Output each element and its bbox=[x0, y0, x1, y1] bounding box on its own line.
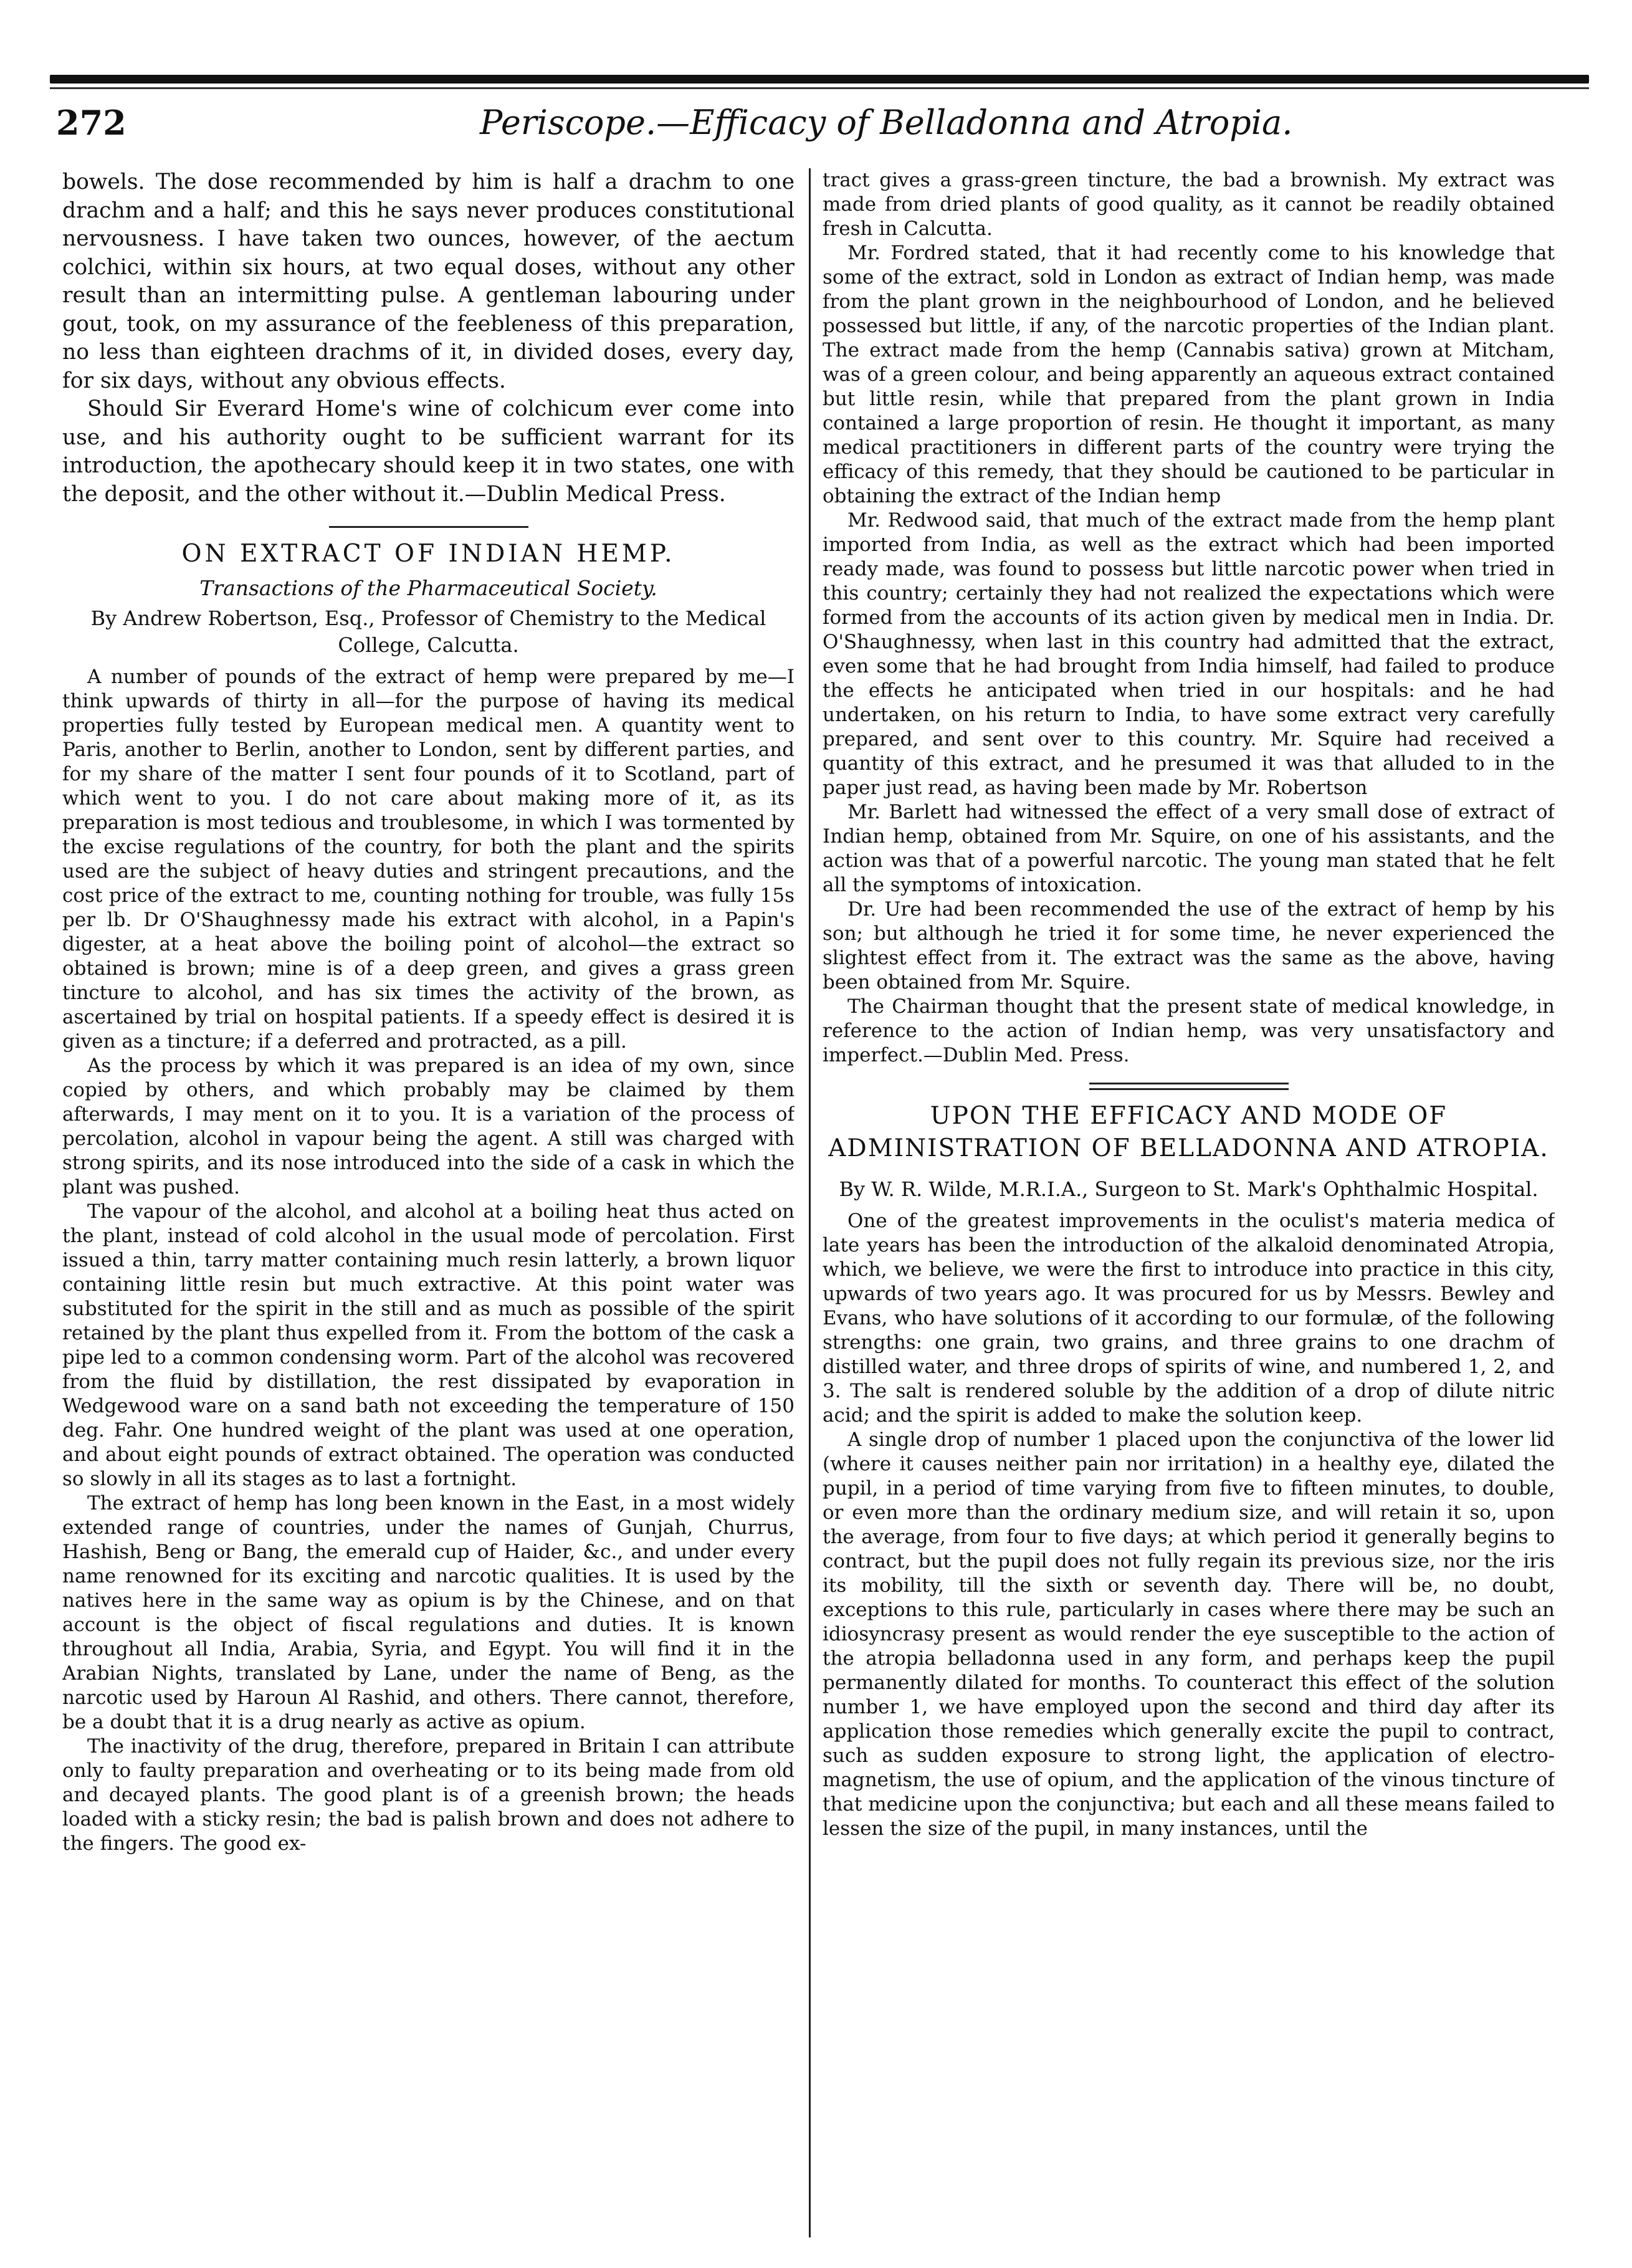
hemp-paragraph-3: The vapour of the alcohol, and alcohol at a boiling heat thus acted on the plant, instead of cold alcohol in the usual mode of percolation. First issued a thin, tarry matter containing much resin latterly, a brown liquor containing little resin but much extractive. At this point water was substituted for the spirit in the still and as much as possible of the spirit retained by the plant thus expelled from it. From the bottom of the cask a pipe led to a common condensing worm. Part of the alcohol was recovered from the fluid by distillation, the rest dissipated by evaporation in Wedgewood ware on a sand bath not exceeding the temperature of 150 deg. Fahr. One hundred weight of the plant was used at one operation, and about eight pounds of extract obtained. The operation was conducted so slowly in all its stages as to last a fortnight. bbox=[62, 1200, 795, 1490]
belladonna-article-heading: UPON THE EFFICACY AND MODE OF ADMINISTRATION OF BELLADONNA AND ATROPIA. bbox=[828, 1102, 1549, 1162]
left-column bbox=[62, 168, 795, 1856]
redwood-paragraph: Mr. Redwood said, that much of the extract made from the hemp plant imported from India, as well as the extract which had been imported ready made, was found to possess but little narcotic power when tried in this country; certainly they had not realized the expectations which were formed from the accounts of its action given by medical men in India. Dr. O'Shaughnessy, when last in this country had admitted that the extract, even some that he had brought from India himself, had failed to produce the effects he anticipated when tried in our hospitals: and he had undertaken, on his return to India, to have some extract very carefully prepared, and sent over to this country. Mr. Squire had received a quantity of this extract, and he presumed it was that alluded to in the paper just read, as having been made by Mr. Robertson bbox=[823, 509, 1555, 799]
colchicum-paragraph-2: Should Sir Everard Home's wine of colchicum ever come into use, and his authority ought to be sufficient warrant for its introduction, the apothecary should keep it in two states, one with the deposit, and the other without it.—Dublin Medical Press. bbox=[62, 396, 795, 507]
section-divider-double bbox=[1089, 1083, 1289, 1090]
colchicum-paragraph-1: bowels. The dose recommended by him is half a drachm to one drachm and a half; and this he says never produces constitutional nervousness. I have taken two ounces, however, of the aectum colchici, within six hours, at two equal doses, without any other result than an intermitting pulse. A gentleman labouring under gout, took, on my assurance of the feebleness of this preparation, no less than eighteen drachms of it, in divided doses, every day, for six days, without any obvious effects. bbox=[62, 170, 795, 393]
page-number: 272 bbox=[56, 103, 126, 143]
hemp-article-source: Transactions of the Pharmaceutical Society. bbox=[199, 576, 657, 600]
hemp-article-heading: ON EXTRACT OF INDIAN HEMP. bbox=[181, 540, 675, 568]
running-head bbox=[44, 103, 1595, 153]
right-column bbox=[823, 168, 1555, 1841]
column-divider bbox=[809, 168, 811, 2237]
barlett-paragraph: Mr. Barlett had witnessed the effect of a very small dose of extract of Indian hemp, obtained from Mr. Squire, on one of his assistants, and the action was that of a powerful narcotic. The young man stated that he felt all the symptoms of intoxication. bbox=[823, 801, 1555, 896]
hemp-paragraph-1: A number of pounds of the extract of hemp were prepared by me—I think upwards of thirty in all—for the purpose of having its medical properties fully tested by European medical men. A quantity went to Paris, another to Berlin, another to London, sent by different parties, and for my share of the matter I sent four pounds of it to Scotland, part of which went to you. I do not care about making more of it, as its preparation is most tedious and troublesome, in which I was tormented by the excise regulations of the country, for both the plant and the spirits used are the subject of heavy duties and stringent precautions, and the cost price of the extract to me, counting nothing for trouble, was fully 15s per lb. Dr O'Shaughnessy made his extract with alcohol, in a Papin's digester, at a heat above the boiling point of alcohol—the extract so obtained is brown; mine is of a deep green, and gives a grass green tincture to alcohol, and has six times the activity of the brown, as ascertained by trial on hospital patients. If a speedy effect is desired it is given as a tincture; if a deferred and protracted, as a pill. bbox=[62, 666, 795, 1053]
hemp-paragraph-5: The inactivity of the drug, therefore, prepared in Britain I can attribute only to faulty preparation and overheating or to its being made from old and decayed plants. The good plant is of a greenish brown; the heads loaded with a sticky resin; the bad is palish brown and does not adhere to the fingers. The good ex- bbox=[62, 1735, 795, 1855]
top-thin-rule bbox=[50, 87, 1589, 89]
belladonna-article-byline: By W. R. Wilde, M.R.I.A., Surgeon to St. Mark's Ophthalmic Hospital. bbox=[839, 1177, 1539, 1201]
running-title: Periscope.—Efficacy of Belladonna and Atropia. bbox=[480, 103, 1293, 142]
hemp-continued-paragraph: tract gives a grass-green tincture, the bad a brownish. My extract was made from dried plants of good quality, as it cannot be readily obtained fresh in Calcutta. bbox=[823, 169, 1555, 240]
hemp-paragraph-2: As the process by which it was prepared is an idea of my own, since copied by others, and which probably may be claimed by them afterwards, I may ment on it to you. It is a variation of the process of percolation, alcohol in vapour being the agent. A still was charged with strong spirits, and its nose introduced into the side of a cask in which the plant was pushed. bbox=[62, 1055, 795, 1199]
top-decorative-rule bbox=[50, 75, 1589, 84]
section-divider bbox=[329, 526, 528, 528]
ure-paragraph: Dr. Ure had been recommended the use of the extract of hemp by his son; but although he tried it for some time, he never experienced the slightest effect from it. The extract was the same as the above, having been obtained from Mr. Squire. bbox=[823, 898, 1555, 993]
hemp-article-byline: By Andrew Robertson, Esq., Professor of Chemistry to the Medical College, Calcutta. bbox=[90, 606, 766, 657]
hemp-paragraph-4: The extract of hemp has long been known in the East, in a most widely extended range of countries, under the names of Gunjah, Churrus, Hashish, Beng or Bang, the emerald cup of Haider, &c., and under every name renowned for its exciting and narcotic qualities. It is used by the natives here in the same way as opium is by the Chinese, and on that account is the object of fiscal regulations and duties. It is known throughout all India, Arabia, Syria, and Egypt. You will find it in the Arabian Nights, translated by Lane, under the name of Beng, as the narcotic used by Haroun Al Rashid, and others. There cannot, therefore, be a doubt that it is a drug nearly as active as opium. bbox=[62, 1492, 795, 1733]
belladonna-paragraph-2: A single drop of number 1 placed upon the conjunctiva of the lower lid (where it causes neither pain nor irritation) in a healthy eye, dilated the pupil, in a period of time varying from five to fifteen minutes, to double, or even more than the ordinary medium size, and will retain it so, upon the average, from four to five days; at which period it generally begins to contract, but the pupil does not fully regain its previous size, nor the iris its mobility, till the sixth or seventh day. There will be, no doubt, exceptions to this rule, particularly in cases where there may be such an idiosyncrasy present as would render the eye susceptible to the action of the atropia belladonna used in any form, and perhaps keep the pupil permanently dilated for months. To counteract this effect of the solution number 1, we have employed upon the second and third day after its application those remedies which generally excite the pupil to contract, such as sudden exposure to strong light, the application of electro-magnetism, the use of opium, and the application of the vinous tincture of that medicine upon the conjunctiva; but each and all these means failed to lessen the size of the pupil, in many instances, until the bbox=[823, 1428, 1555, 1840]
belladonna-paragraph-1: One of the greatest improvements in the oculist's materia medica of late years has been the introduction of the alkaloid denominated Atropia, which, we believe, we were the first to introduce into practice in this city, upwards of two years ago. It was procured for us by Messrs. Bewley and Evans, who have solutions of it according to our formulæ, of the following strengths: one grain, two grains, and three grains to one drachm of distilled water, and three drops of spirits of wine, and numbered 1, 2, and 3. The salt is rendered soluble by the addition of a drop of dilute nitric acid; and the spirit is added to make the solution keep. bbox=[823, 1210, 1555, 1427]
chairman-paragraph: The Chairman thought that the present state of medical knowledge, in reference to the action of Indian hemp, was very unsatisfactory and imperfect.—Dublin Med. Press. bbox=[823, 995, 1555, 1066]
fordred-paragraph: Mr. Fordred stated, that it had recently come to his knowledge that some of the extract, sold in London as extract of Indian hemp, was made from the plant grown in the neighbourhood of London, and he believed possessed but little, if any, of the narcotic properties of the Indian plant. The extract made from the hemp (Cannabis sativa) grown at Mitcham, was of a green colour, and being apparently an aqueous extract contained but little resin, while that prepared from the plant grown in India contained a large proportion of resin. He thought it important, as many medical practitioners in different parts of the country were trying the efficacy of this remedy, that they should be cautioned to be particular in obtaining the extract of the Indian hemp bbox=[823, 242, 1555, 507]
